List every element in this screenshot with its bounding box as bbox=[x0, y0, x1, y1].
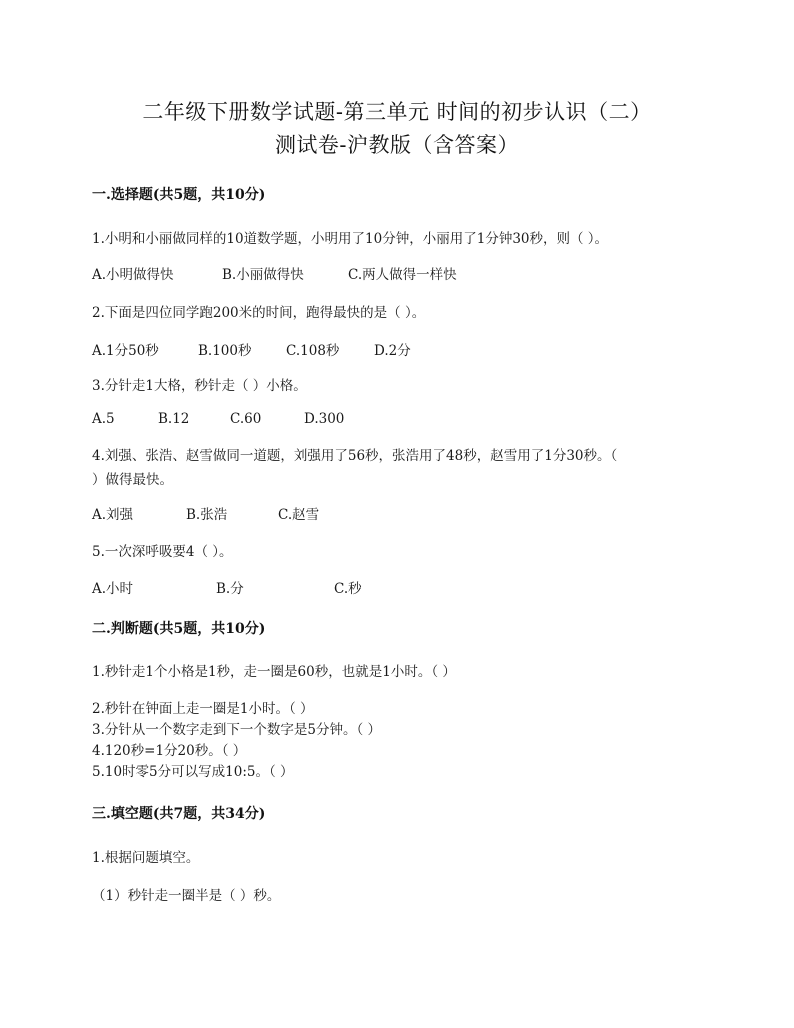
option-b: B.12 bbox=[158, 411, 190, 427]
question-3: 3.分针走1大格，秒针走（ ）小格。 bbox=[92, 378, 307, 394]
judge-item-1: 1.秒针走1个小格是1秒，走一圈是60秒，也就是1小时。（ ） bbox=[92, 664, 456, 680]
option-b: B.小丽做得快 bbox=[222, 267, 304, 283]
option-b: B.分 bbox=[216, 581, 244, 597]
judge-item-5: 5.10时零5分可以写成10:5。（ ） bbox=[92, 764, 294, 780]
question-4-line2: ）做得最快。 bbox=[92, 472, 173, 488]
option-c: C.赵雪 bbox=[278, 507, 320, 523]
question-5: 5.一次深呼吸要4（ ）。 bbox=[92, 544, 233, 560]
option-a: A.刘强 bbox=[92, 507, 134, 523]
option-c: C.108秒 bbox=[286, 343, 340, 359]
judge-item-2: 2.秒针在钟面上走一圈是1小时。（ ） bbox=[92, 701, 314, 717]
option-d: D.2分 bbox=[374, 343, 411, 359]
option-a: A.1分50秒 bbox=[92, 343, 159, 359]
document-title-line2: 测试卷-沪教版（含答案） bbox=[274, 133, 520, 157]
option-a: A.小时 bbox=[92, 581, 134, 597]
option-a: A.5 bbox=[92, 411, 115, 427]
option-b: B.100秒 bbox=[198, 343, 252, 359]
option-c: C.60 bbox=[230, 411, 262, 427]
question-4-line1: 4.刘强、张浩、赵雪做同一道题，刘强用了56秒，张浩用了48秒，赵雪用了1分30秒。（ bbox=[92, 448, 618, 464]
judge-item-4: 4.120秒=1分20秒。（ ） bbox=[92, 743, 247, 759]
option-a: A.小明做得快 bbox=[92, 267, 174, 283]
judge-item-3: 3.分针从一个数字走到下一个数字是5分钟。（ ） bbox=[92, 722, 382, 738]
fill-question-1: 1.根据问题填空。 bbox=[92, 850, 200, 866]
question-1: 1.小明和小丽做同样的10道数学题，小明用了10分钟，小丽用了1分钟30秒，则（ ）。 bbox=[92, 231, 609, 247]
fill-question-1-sub1: （1）秒针走一圈半是（ ）秒。 bbox=[92, 888, 281, 904]
option-b: B.张浩 bbox=[186, 507, 228, 523]
option-d: D.300 bbox=[304, 411, 345, 427]
section-heading-judge: 二.判断题(共5题，共10分) bbox=[92, 621, 266, 637]
option-c: C.秒 bbox=[334, 581, 362, 597]
document-title-line1: 二年级下册数学试题-第三单元 时间的初步认识（二） bbox=[142, 100, 652, 124]
question-2: 2.下面是四位同学跑200米的时间，跑得最快的是（ ）。 bbox=[92, 305, 426, 321]
section-heading-choice: 一.选择题(共5题，共10分) bbox=[92, 187, 266, 203]
option-c: C.两人做得一样快 bbox=[348, 267, 457, 283]
section-heading-fill: 三.填空题(共7题，共34分) bbox=[92, 806, 266, 822]
